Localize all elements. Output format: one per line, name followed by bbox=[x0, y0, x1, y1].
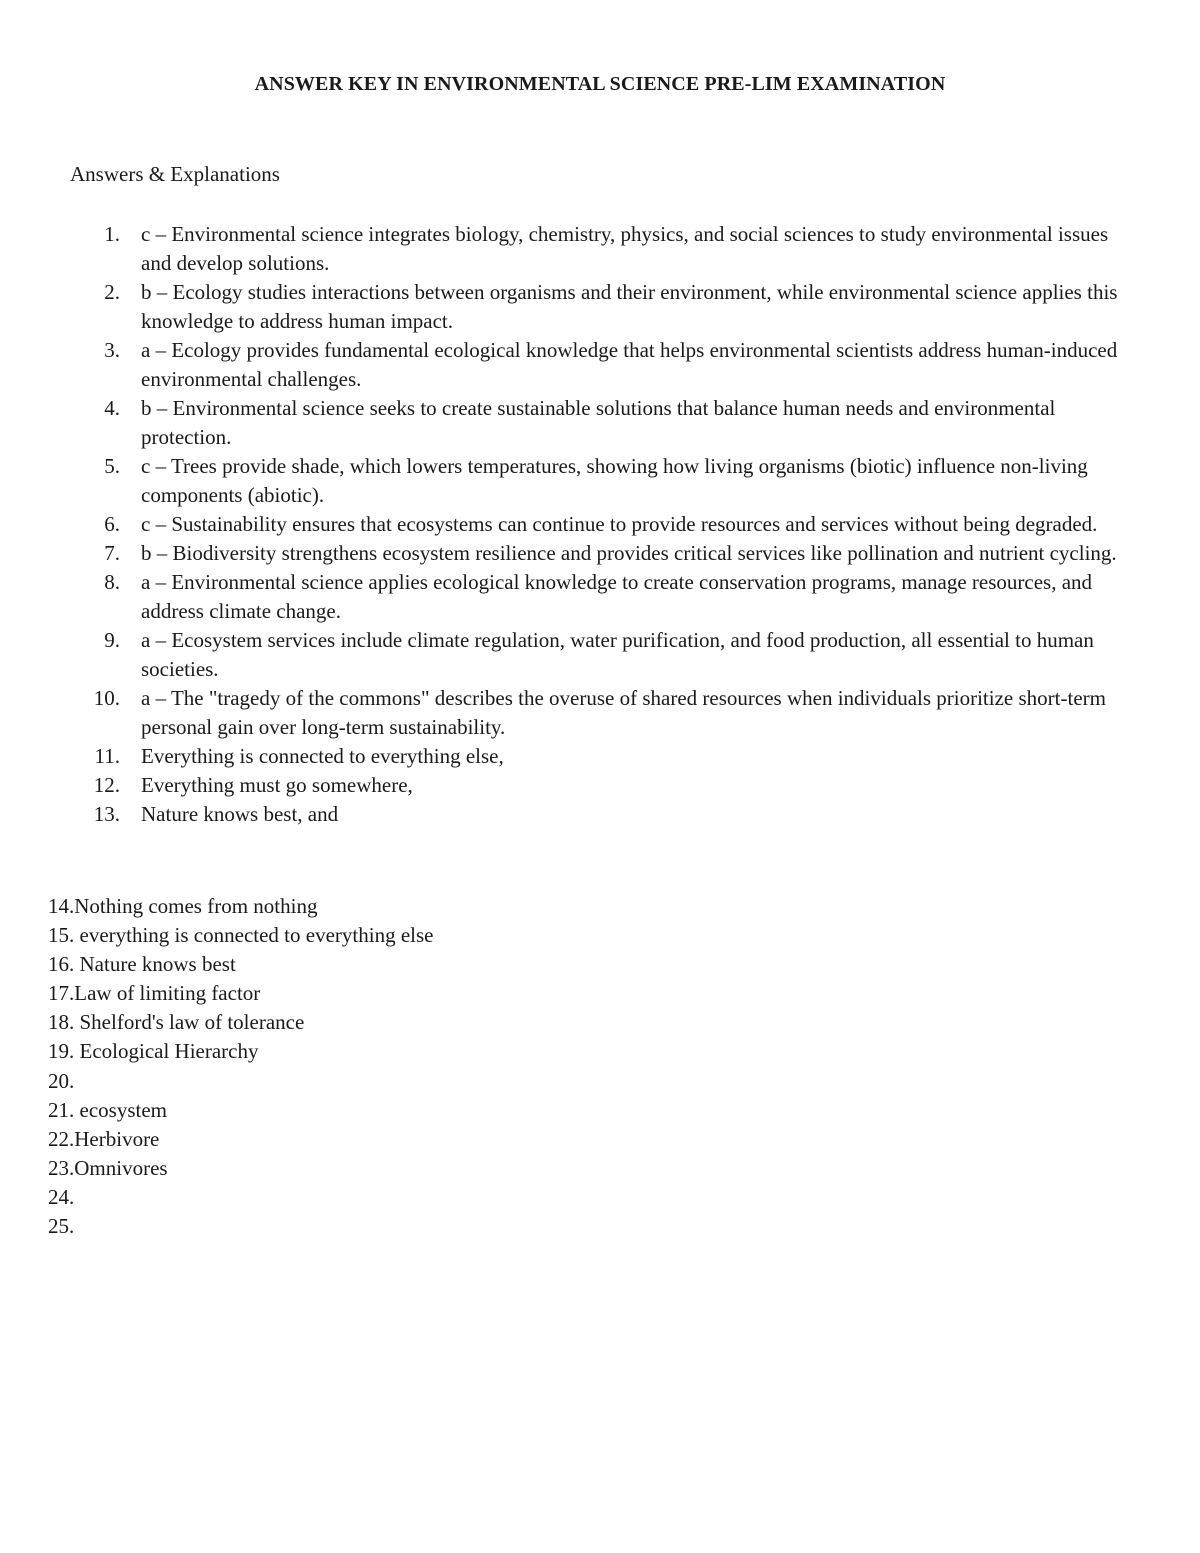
answer-item bbox=[0, 742, 1200, 771]
answer-text: c – Environmental science integrates biology, chemistry, physics, and social sciences to study environmental issues and develop solutions. bbox=[141, 222, 1109, 275]
answer-text: Nature knows best, and bbox=[141, 802, 339, 826]
answer-item bbox=[0, 336, 1200, 394]
answer-number: 12. bbox=[93, 773, 120, 797]
numbered-answer-list bbox=[0, 220, 1200, 829]
answer-number: 4. bbox=[104, 396, 120, 420]
answer-number: 2. bbox=[104, 280, 120, 304]
answer-number: 6. bbox=[104, 512, 120, 536]
answer-text: b – Biodiversity strengthens ecosystem resilience and provides critical services like pollination and nutrient cycling. bbox=[141, 541, 1117, 565]
answer-number: 7. bbox=[104, 541, 120, 565]
answer-item bbox=[0, 539, 1200, 568]
answer-item bbox=[0, 220, 1200, 278]
answer-number: 1. bbox=[104, 222, 120, 246]
plain-answer-line: 22.Herbivore bbox=[48, 1126, 160, 1151]
plain-answer-line: 21. ecosystem bbox=[48, 1097, 167, 1122]
plain-answer-line: 25. bbox=[48, 1214, 75, 1239]
plain-answer-line: 20. bbox=[48, 1068, 75, 1093]
plain-answer-line: 16. Nature knows best bbox=[48, 952, 236, 977]
answer-item bbox=[0, 278, 1200, 336]
answer-number: 8. bbox=[104, 570, 120, 594]
answer-item bbox=[0, 626, 1200, 684]
plain-answer-list bbox=[48, 892, 433, 1241]
answer-text: b – Ecology studies interactions between organisms and their environment, while environmental science applies this knowledge to address human impact. bbox=[141, 280, 1118, 333]
answer-item bbox=[0, 510, 1200, 539]
section-subheading: Answers & Explanations bbox=[70, 162, 280, 186]
answer-number: 10. bbox=[93, 686, 120, 710]
page-title: ANSWER KEY IN ENVIRONMENTAL SCIENCE PRE-LIM EXAMINATION bbox=[254, 73, 946, 95]
answer-text: c – Sustainability ensures that ecosystems can continue to provide resources and services without being degraded. bbox=[141, 512, 1098, 536]
plain-answer-line: 24. bbox=[48, 1184, 75, 1209]
answer-item bbox=[0, 771, 1200, 800]
answer-number: 11. bbox=[94, 744, 120, 768]
answer-item bbox=[0, 568, 1200, 626]
answer-text: a – Ecosystem services include climate regulation, water purification, and food production, all essential to human societies. bbox=[141, 628, 1094, 681]
answer-number: 9. bbox=[104, 628, 120, 652]
answer-number: 3. bbox=[104, 338, 120, 362]
answer-item bbox=[0, 452, 1200, 510]
plain-answer-line: 15. everything is connected to everything else bbox=[48, 923, 434, 948]
plain-answer-line: 14.Nothing comes from nothing bbox=[48, 894, 318, 918]
answer-item bbox=[0, 394, 1200, 452]
plain-answer-line: 19. Ecological Hierarchy bbox=[48, 1039, 259, 1064]
plain-answer-line: 18. Shelford's law of tolerance bbox=[48, 1010, 305, 1035]
answer-text: a – Ecology provides fundamental ecological knowledge that helps environmental scientists address human-induced environmental challenges. bbox=[141, 338, 1118, 391]
answer-text: Everything is connected to everything else, bbox=[141, 744, 504, 768]
plain-answer-line: 23.Omnivores bbox=[48, 1155, 168, 1180]
answer-text: a – The "tragedy of the commons" describes the overuse of shared resources when individuals prioritize short-term personal gain over long-term sustainability. bbox=[141, 686, 1106, 739]
answer-number: 5. bbox=[104, 454, 120, 478]
answer-text: c – Trees provide shade, which lowers temperatures, showing how living organisms (biotic) influence non-living components (abiotic). bbox=[141, 454, 1088, 507]
answer-item bbox=[0, 684, 1200, 742]
answer-number: 13. bbox=[93, 802, 120, 826]
answer-text: b – Environmental science seeks to create sustainable solutions that balance human needs and environmental protection. bbox=[141, 396, 1056, 449]
plain-answer-line: 17.Law of limiting factor bbox=[48, 981, 261, 1006]
answer-item bbox=[0, 800, 1200, 829]
answer-text: a – Environmental science applies ecological knowledge to create conservation programs, manage resources, and address climate change. bbox=[141, 570, 1093, 623]
answer-text: Everything must go somewhere, bbox=[141, 773, 413, 797]
